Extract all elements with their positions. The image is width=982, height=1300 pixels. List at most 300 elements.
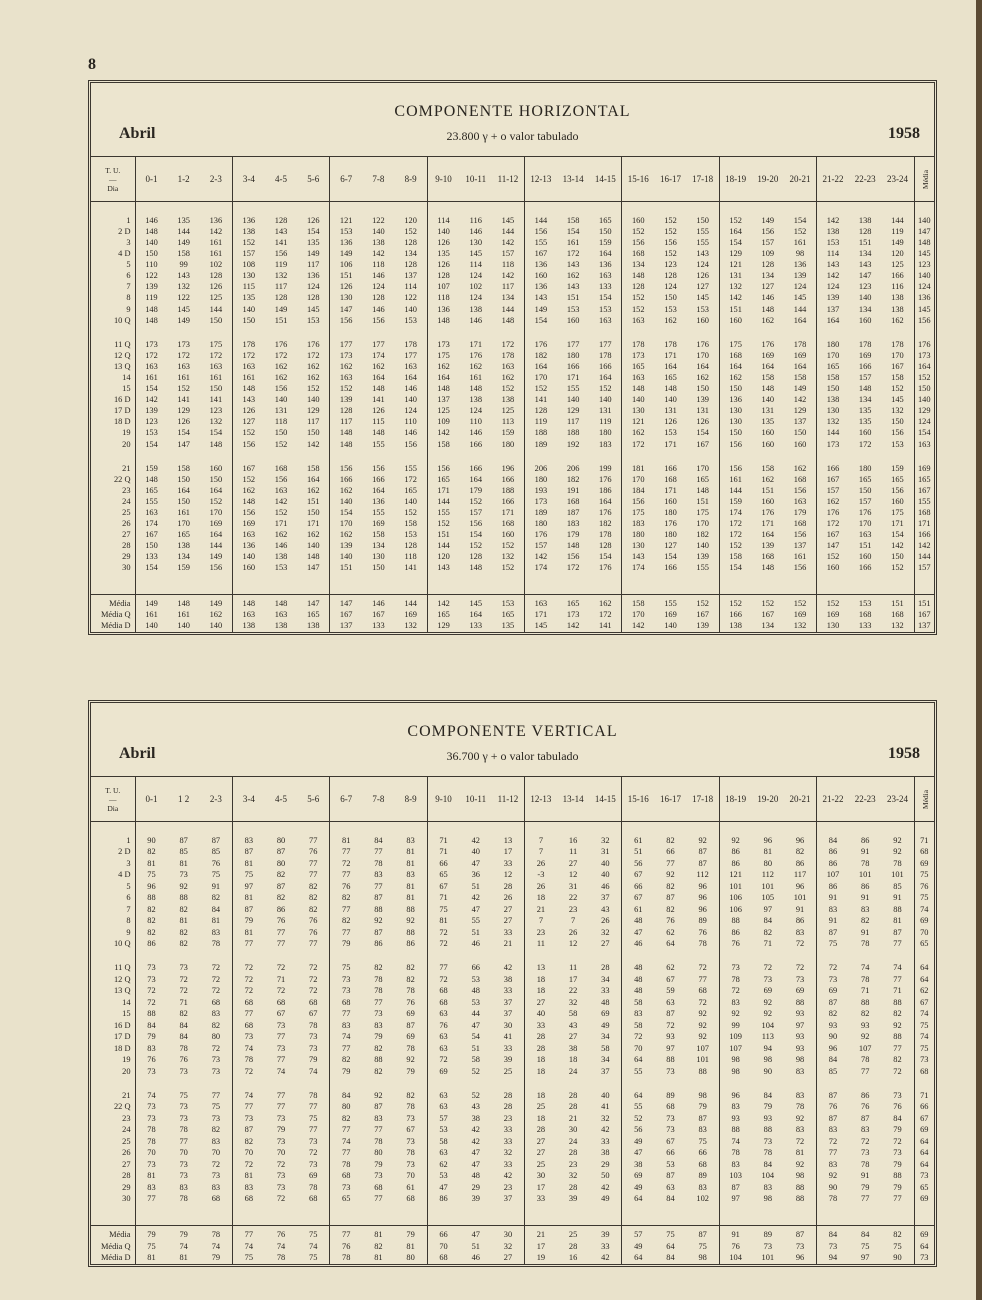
spacer-cell [557,450,589,463]
value-cell: 71 [427,892,459,903]
value-cell: 128 [622,282,654,293]
value-cell: 83 [763,1182,773,1192]
value-cell: 158 [566,215,580,225]
value-cell: 150 [372,563,385,573]
hour-header: 20-21 [784,157,816,202]
value-cell: 72 [135,997,167,1008]
value-cell: 154 [891,530,904,540]
value-cell: 153 [404,315,417,325]
group-spacer [91,574,934,595]
value-cell: 107 [719,1043,751,1054]
spacer-cell [849,950,881,963]
daily-mean-cell: 156 [914,315,934,326]
value-cell: 78 [374,858,383,868]
value-cell: 156 [372,463,385,473]
value-cell: 156 [274,249,288,259]
value-cell: 164 [793,315,807,325]
daily-mean-cell: 66 [914,1102,934,1113]
value-cell: 89 [666,1090,675,1100]
value-cell: 159 [501,428,515,438]
value-cell: 126 [664,417,677,427]
value-cell: 133 [858,621,872,631]
value-cell: 109 [719,1031,751,1042]
day-label: 13 Q [113,361,131,371]
value-cell: 124 [306,282,320,292]
daily-mean-cell: 142 [914,541,934,552]
value-cell: 160 [664,496,677,506]
value-cell: 104 [761,1171,775,1181]
value-cell: 122 [135,270,167,281]
value-cell: 88 [374,1055,383,1065]
value-cell: 78 [276,1253,286,1263]
value-cell: 84 [893,1113,902,1123]
value-cell: 27 [503,1253,513,1263]
spacer-cell [200,450,232,463]
value-cell: 11 [524,938,556,949]
value-cell: 143 [622,552,654,563]
value-cell: 152 [306,384,320,394]
value-cell: 7 [524,915,556,926]
table-row [91,315,934,326]
value-cell: 72 [427,927,459,938]
daily-mean-cell: 69 [914,1124,934,1135]
value-cell: 180 [501,439,515,449]
value-cell: 83 [135,1043,167,1054]
value-cell: 38 [622,1159,654,1170]
value-cell: 74 [309,1066,318,1076]
hour-header: 15-16 [622,777,654,822]
value-cell: 156 [761,226,775,236]
value-cell: 75 [698,1241,707,1251]
horizontal-data-table [91,156,934,632]
value-cell: 162 [664,315,677,325]
hour-header: 9-10 [427,157,459,202]
value-cell: 90 [817,1182,849,1193]
value-cell: 199 [599,463,612,473]
day-label: 4 D [118,870,131,880]
value-cell: 181 [622,463,654,474]
value-cell: 155 [696,237,709,247]
value-cell: 135 [858,417,872,427]
value-cell: 142 [817,215,849,226]
value-cell: 152 [622,304,654,315]
value-cell: 75 [861,1241,870,1251]
group-spacer [91,450,934,463]
hour-header: 23-24 [881,777,914,822]
spacer-cell [492,1205,524,1226]
value-cell: 144 [891,215,904,225]
value-cell: 168 [793,474,807,484]
spacer-cell [362,450,394,463]
value-cell: 96 [795,881,805,891]
value-cell: 148 [501,315,515,325]
value-cell: 83 [795,1090,805,1100]
value-cell: 146 [362,594,394,609]
value-cell: 137 [817,304,849,315]
value-cell: 155 [566,384,580,394]
spacer-cell [784,1077,816,1090]
value-cell: 151 [306,496,320,506]
value-cell: 144 [501,304,515,314]
value-cell: 118 [404,552,417,562]
value-cell: 76 [666,916,675,926]
value-cell: 159 [719,496,751,507]
day-label: 11 Q [114,963,131,973]
value-cell: 173 [135,339,167,350]
spacer-cell [135,950,167,963]
daily-mean-cell: 71 [914,835,934,846]
value-cell: 24 [568,1136,578,1146]
value-cell: 16 [568,835,578,845]
value-cell: 163 [209,361,223,371]
value-cell: 139 [696,395,709,405]
value-cell: 19 [524,1252,556,1264]
spacer-cell [817,1077,849,1090]
spacer-cell [395,1077,427,1090]
spacer-cell [784,950,816,963]
value-cell: 126 [696,417,709,427]
day-label: Média Q [100,610,131,620]
value-cell: 143 [566,260,580,270]
value-cell: 132 [891,621,904,631]
value-cell: 173 [622,350,654,361]
value-cell: 157 [761,237,775,247]
value-cell: 154 [696,428,709,438]
value-cell: 74 [232,1043,264,1054]
value-cell: 150 [664,293,677,303]
value-cell: 88 [698,1066,707,1076]
spacer-cell [557,950,589,963]
value-cell: 72 [622,1031,654,1042]
value-cell: 128 [664,271,677,281]
value-cell: 82 [276,870,286,880]
value-cell: 73 [374,1171,383,1181]
table-row [91,474,934,485]
value-cell: 126 [209,282,223,292]
value-cell: 82 [374,1066,383,1076]
spacer-cell [654,822,686,836]
value-cell: 26 [503,893,513,903]
value-cell: 117 [501,282,515,292]
value-cell: 104 [761,1020,775,1030]
value-cell: 74 [719,1136,751,1147]
value-cell: 164 [469,474,483,484]
value-cell: 154 [599,293,612,303]
value-cell: 133 [469,621,483,631]
value-cell: 78 [309,1090,318,1100]
value-cell: 158 [177,463,190,473]
value-cell: 71 [763,939,773,948]
value-cell: 53 [427,1124,459,1135]
spacer-cell [232,202,264,216]
hour-header: 11-12 [492,777,524,822]
value-cell: 34 [601,1032,610,1042]
spacer-cell [719,822,751,836]
value-cell: 68 [427,1252,459,1264]
value-cell: 192 [566,439,580,449]
value-cell: 61 [622,835,654,846]
hour-header: 14-15 [589,157,621,202]
value-cell: 81 [406,847,415,857]
value-cell: 160 [761,496,775,506]
spacer-cell [524,1077,556,1090]
value-cell: 87 [276,847,286,857]
value-cell: 72 [135,985,167,996]
spacer-cell [752,950,784,963]
value-cell: 87 [698,858,707,868]
value-cell: 73 [276,1113,286,1123]
daily-mean-cell: 65 [914,1182,934,1193]
value-cell: 160 [696,315,709,325]
hour-header: 5-6 [297,157,329,202]
value-cell: 162 [761,315,775,325]
value-cell: 178 [232,339,264,350]
value-cell: 128 [306,293,320,303]
value-cell: 88 [795,997,805,1007]
value-cell: 148 [566,541,580,551]
hour-header: 18-19 [719,777,751,822]
value-cell: 148 [427,383,459,394]
value-cell: 162 [891,315,904,325]
value-cell: 162 [427,361,459,372]
value-cell: 32 [503,1148,513,1158]
value-cell: 168 [858,610,872,620]
value-cell: 47 [622,1147,654,1158]
value-cell: 22 [568,893,578,903]
value-cell: 180 [566,350,580,360]
value-cell: 150 [599,226,612,236]
value-cell: 81 [135,1170,167,1181]
value-cell: 144 [209,541,223,551]
spacer-cell [330,950,362,963]
value-cell: 42 [601,1125,610,1135]
value-cell: 78 [893,858,902,868]
value-cell: 72 [309,1148,318,1158]
value-cell: 79 [763,1102,773,1112]
value-cell: 17 [503,847,513,857]
value-cell: 169 [858,350,872,360]
value-cell: 73 [666,1113,675,1123]
spacer-cell [654,326,686,339]
value-cell: 168 [664,474,677,484]
value-cell: 77 [861,1194,870,1204]
hour-header: 16-17 [654,157,686,202]
value-cell: 57 [622,1225,654,1241]
value-cell: 165 [427,474,459,485]
value-cell: 151 [566,293,580,303]
value-cell: 180 [622,529,654,540]
spacer-cell [167,326,199,339]
value-cell: 122 [372,215,385,225]
value-cell: 78 [406,986,415,996]
value-cell: 64 [622,1252,654,1264]
value-cell: 124 [404,406,417,416]
value-cell: 136 [372,496,385,506]
value-cell: 79 [232,915,264,926]
value-cell: 88 [406,927,415,937]
hour-header: 12-13 [524,777,556,822]
value-cell: 160 [858,315,872,325]
value-cell: 152 [719,541,751,552]
value-cell: 156 [524,226,556,237]
day-label: 14 [122,372,131,382]
spacer-cell [654,1205,686,1226]
value-cell: 30 [568,1125,578,1135]
value-cell: 66 [698,1148,707,1158]
value-cell: 85 [893,881,902,891]
spacer-cell [200,950,232,963]
value-cell: 92 [406,916,415,926]
value-cell: 72 [427,974,459,985]
value-cell: 129 [306,406,320,416]
value-cell: 72 [211,963,221,973]
value-cell: 24 [568,1066,578,1076]
value-cell: 79 [893,1125,902,1135]
value-cell: 166 [566,361,580,371]
value-cell: 97 [861,1253,870,1263]
value-cell: 142 [793,395,807,405]
value-cell: 72 [232,985,264,996]
spacer-cell [362,1077,394,1090]
value-cell: 180 [664,508,677,517]
value-cell: 83 [719,1102,751,1113]
value-cell: 136 [232,541,264,552]
value-cell: 30 [524,1170,556,1181]
value-cell: 39 [503,1055,513,1065]
value-cell: 172 [719,518,751,529]
value-cell: 158 [404,519,417,529]
value-cell: 78 [861,1055,870,1065]
value-cell: 79 [374,1159,383,1169]
spacer-cell [297,574,329,595]
value-cell: 72 [763,963,773,973]
value-cell: 140 [566,395,580,405]
value-cell: 152 [469,496,483,506]
value-cell: 18 [524,892,556,903]
value-cell: 148 [858,384,872,394]
table-row [91,904,934,915]
value-cell: 141 [372,395,385,405]
value-cell: 134 [761,621,775,631]
value-cell: 48 [601,997,610,1007]
value-cell: 139 [817,293,849,304]
value-cell: 156 [891,428,904,438]
value-cell: 77 [330,927,362,938]
value-cell: 162 [232,485,264,496]
spacer-cell [687,1205,719,1226]
value-cell: 136 [793,260,807,270]
value-cell: 31 [601,847,610,857]
value-cell: 92 [893,1020,902,1030]
table-row [91,304,934,315]
value-cell: 73 [276,1171,286,1181]
value-cell: 69 [427,1066,459,1077]
value-cell: 157 [858,496,872,506]
value-cell: 176 [524,339,556,350]
value-cell: 153 [696,304,709,314]
day-label: 30 [122,1194,131,1204]
value-cell: 107 [427,282,459,293]
value-cell: 49 [601,1020,610,1030]
value-cell: 76 [719,938,751,949]
value-cell: 74 [276,1241,286,1251]
value-cell: 75 [893,1241,902,1251]
spacer-cell [460,574,492,595]
spacer-cell [330,202,362,216]
spacer-cell [589,1077,621,1090]
value-cell: 67 [276,1009,286,1019]
value-cell: 98 [795,1171,805,1181]
day-label: 30 [122,563,131,573]
value-cell: 127 [232,417,264,428]
table-row [91,417,934,428]
value-cell: 74 [179,1241,188,1251]
value-cell: 66 [471,963,480,973]
spacer-cell [557,574,589,595]
value-cell: 139 [330,541,362,552]
value-cell: 155 [404,463,417,473]
value-cell: 147 [858,271,872,281]
value-cell: 73 [179,963,188,973]
value-cell: 96 [698,893,707,903]
daily-mean-cell: 64 [914,963,934,974]
value-cell: 13 [524,963,556,974]
value-cell: 86 [135,938,167,949]
value-cell: 77 [179,1136,188,1146]
value-cell: 161 [209,249,223,259]
value-cell: 150 [891,417,904,427]
daily-mean-cell: 71 [914,1090,934,1101]
value-cell: 141 [524,394,556,405]
value-cell: 166 [817,463,849,474]
value-cell: 87 [719,1182,751,1193]
value-cell: 74 [211,1241,221,1251]
value-cell: 168 [501,519,515,529]
value-cell: 82 [179,1009,188,1019]
value-cell: 178 [891,339,904,349]
value-cell: 171 [306,519,320,529]
daily-mean-cell: 69 [914,1225,934,1241]
value-cell: 77 [309,1102,318,1112]
value-cell: 135 [427,248,459,259]
spacer-cell [200,574,232,595]
value-cell: 47 [460,1225,492,1241]
value-cell: 52 [622,1113,654,1124]
value-cell: 168 [761,552,775,562]
group-spacer [91,1077,934,1090]
value-cell: 179 [793,508,807,517]
day-label: 9 [126,927,131,937]
value-cell: 152 [793,226,807,236]
value-cell: 150 [719,383,751,394]
spacer-cell [589,326,621,339]
value-cell: 83 [795,1066,805,1076]
value-cell: 83 [211,1136,221,1146]
value-cell: 173 [566,610,580,620]
value-cell: 134 [501,293,515,303]
value-cell: 117 [307,260,320,270]
spacer-cell [914,1077,934,1090]
daily-mean-cell: 64 [914,1147,934,1158]
value-cell: 168 [891,610,904,620]
value-cell: 130 [469,237,483,247]
value-cell: 162 [761,474,775,484]
value-cell: 139 [761,541,775,551]
value-cell: 27 [568,858,578,868]
value-cell: 76 [179,1055,188,1065]
spacer-cell [654,450,686,463]
value-cell: 86 [374,939,383,948]
